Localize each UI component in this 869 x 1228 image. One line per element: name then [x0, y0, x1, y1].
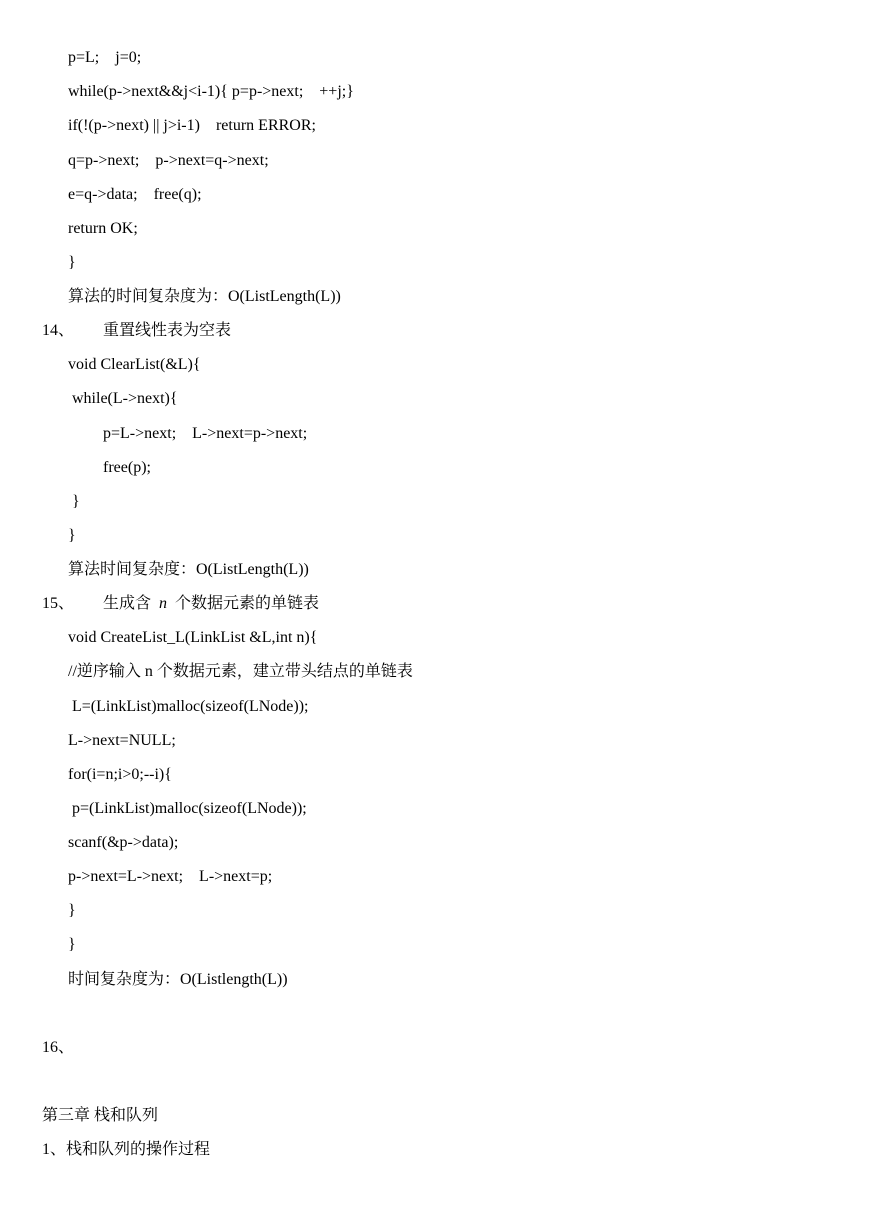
code-line: if(!(p->next) || j>i-1) return ERROR; [68, 117, 316, 134]
list-item: 1、栈和队列的操作过程 [42, 1141, 211, 1158]
code-line: p=L->next; L->next=p->next; [103, 425, 308, 442]
code-line: for(i=n;i>0;--i){ [68, 766, 172, 783]
code-comment: //逆序输入 n 个数据元素，建立带头结点的单链表 [68, 663, 413, 680]
code-line: while(L->next){ [72, 390, 178, 407]
code-line: void CreateList_L(LinkList &L,int n){ [68, 629, 318, 646]
code-line: free(p); [103, 459, 151, 476]
code-line: p=(LinkList)malloc(sizeof(LNode)); [72, 800, 307, 817]
code-line: while(p->next&&j<i-1){ p=p->next; ++j;} [68, 83, 354, 100]
complexity-note: 算法时间复杂度：O(ListLength(L)) [68, 561, 309, 578]
section-title-variable: n [159, 595, 168, 612]
code-line: } [68, 936, 76, 953]
code-line: } [68, 527, 76, 544]
chapter-title: 第三章 栈和队列 [42, 1107, 159, 1124]
code-line: p=L; j=0; [68, 49, 142, 66]
code-line: e=q->data; free(q); [68, 186, 202, 203]
code-line: scanf(&p->data); [68, 834, 179, 851]
code-line: } [68, 254, 76, 271]
section-number: 15、 [42, 595, 75, 612]
code-line: void ClearList(&L){ [68, 356, 201, 373]
section-title: 重置线性表为空表 [103, 322, 232, 339]
code-line: L->next=NULL; [68, 732, 176, 749]
section-title-suffix: 个数据元素的单链表 [175, 595, 320, 612]
complexity-note: 算法的时间复杂度为：O(ListLength(L)) [68, 288, 341, 305]
code-line: return OK; [68, 220, 138, 237]
code-line: L=(LinkList)malloc(sizeof(LNode)); [72, 698, 309, 715]
section-title [103, 594, 319, 614]
code-line: } [72, 493, 80, 510]
complexity-note: 时间复杂度为：O(Listlength(L)) [68, 971, 288, 988]
section-number: 14、 [42, 322, 75, 339]
section-number: 16、 [42, 1039, 75, 1056]
section-title-prefix: 生成含 [103, 595, 152, 612]
code-line: q=p->next; p->next=q->next; [68, 152, 269, 169]
code-line: p->next=L->next; L->next=p; [68, 868, 273, 885]
code-line: } [68, 902, 76, 919]
